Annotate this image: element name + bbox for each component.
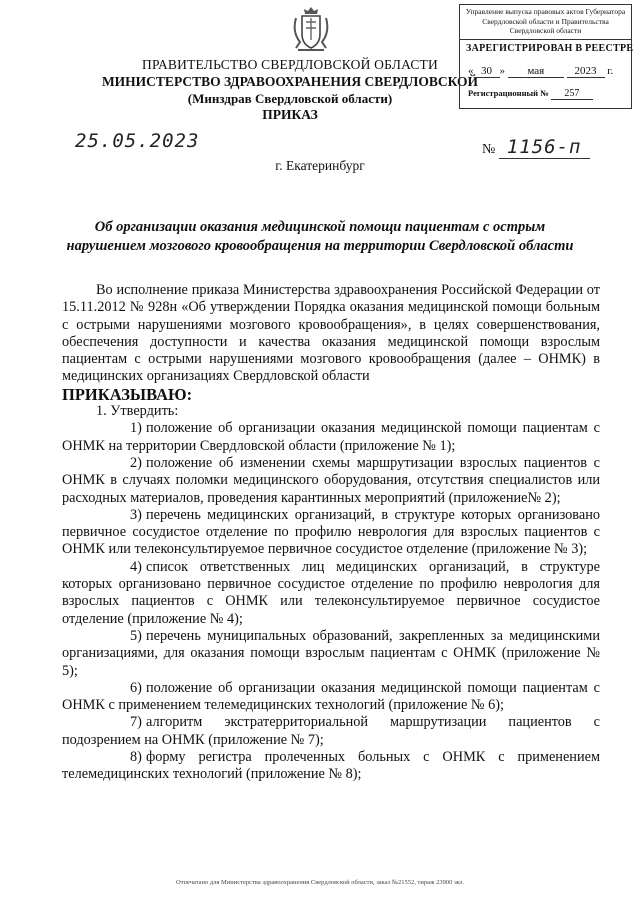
list-item: 8) форму регистра пролеченных больных с ОНМК с применением телемедицинских технологий (приложение № 8);: [62, 749, 600, 783]
stamp-year: 2023: [567, 65, 605, 78]
city: г. Екатеринбург: [275, 158, 365, 173]
stamp-reg-label: Регистрационный №: [468, 88, 549, 98]
list-item: 4) список ответственных лиц медицинских организаций, в структуре которых организовано первичное сосудистое отделение по профилю неврология для взрослых пациентов с ОНМК или телеконсультируемое первичное сосудистое отделение (приложение № 4);: [62, 558, 600, 627]
preamble: Во исполнение приказа Министерства здравоохранения Российской Федерации от 15.11.2012 № 928н «Об утверждении Порядка оказания медицинской помощи больным с острыми нарушениями мозгового кровообращения», в целях совершенствования, обеспечения доступности и качества оказания медицинской помощи взрослым пациентам с острыми нарушениями мозгового кровообращения (далее – ОНМК) в медицинских организациях Свердловской области: [62, 282, 600, 385]
stamp-date: « 30 » мая 2023 г.: [468, 65, 614, 77]
ministry-name: МИНИСТЕРСТВО ЗДРАВООХРАНЕНИЯ СВЕРДЛОВСКОЙ: [101, 74, 479, 89]
registration-stamp: [459, 4, 632, 109]
stamp-registered-label: ЗАРЕГИСТРИРОВАН В РЕЕСТРЕ: [466, 43, 634, 54]
stamp-day: 30: [474, 65, 500, 78]
document-title: Об организации оказания медицинской помощи пациентам с острым нарушением мозгового кровообращения на территории Свердловской области: [66, 219, 574, 254]
order-date-handwritten: 25.05.2023: [75, 130, 200, 152]
list-item: 3) перечень медицинских организаций, в структуре которых организовано первичное сосудистое отделение по профилю неврология для взрослых пациентов с ОНМК или телеконсультируемое первичное сосудистое отделение (приложение № 3);: [62, 506, 600, 558]
order-number-handwritten: 1156-п: [499, 136, 590, 159]
stamp-year-suffix: г.: [607, 65, 614, 77]
stamp-issuer: Управление выпуска правовых актов Губернатора Свердловской области и Правительства Свердловской области: [460, 5, 631, 40]
stamp-month: мая: [508, 65, 564, 78]
list-item: 2) положение об изменении схемы маршрутизации взрослых пациентов с ОНМК в случаях поломки медицинского оборудования, отсутствия специалистов или расходных материалов, проведения карантинных мероприятий (приложение№ 2);: [62, 454, 600, 506]
print-footer: Отпечатано для Министерства здравоохранения Свердловской области, заказ №21552, тираж 23900 экз.: [176, 879, 464, 886]
item-1: 1. Утвердить:: [96, 403, 179, 420]
document-body: [62, 282, 600, 784]
list-item: 6) положение об организации оказания медицинской помощи пациентам с ОНМК с применением телемедицинских технологий (приложение № 6);: [62, 679, 600, 714]
list-item: 5) перечень муниципальных образований, закрепленных за медицинскими организациями, для оказания помощи взрослым пациентам с ОНМК (приложение № 5);: [62, 627, 600, 679]
list-item: 1) положение об организации оказания медицинской помощи пациентам с ОНМК на территории Свердловской области (приложение № 1);: [62, 420, 600, 454]
ministry-short-name: (Минздрав Свердловской области): [187, 91, 393, 106]
document-type: ПРИКАЗ: [262, 107, 318, 122]
coat-of-arms-emblem: [288, 4, 334, 54]
order-number-row: [482, 136, 590, 158]
government-name: ПРАВИТЕЛЬСТВО СВЕРДЛОВСКОЙ ОБЛАСТИ: [142, 57, 438, 72]
stamp-reg-number-row: [468, 88, 593, 100]
list-item: 7) алгоритм экстратерриториальной маршрутизации пациентов с подозрением на ОНМК (приложение № 7);: [62, 714, 600, 748]
order-number-label: №: [482, 142, 496, 157]
stamp-reg-number: 257: [551, 88, 593, 100]
prikazyvayu-heading: ПРИКАЗЫВАЮ:: [62, 384, 193, 404]
